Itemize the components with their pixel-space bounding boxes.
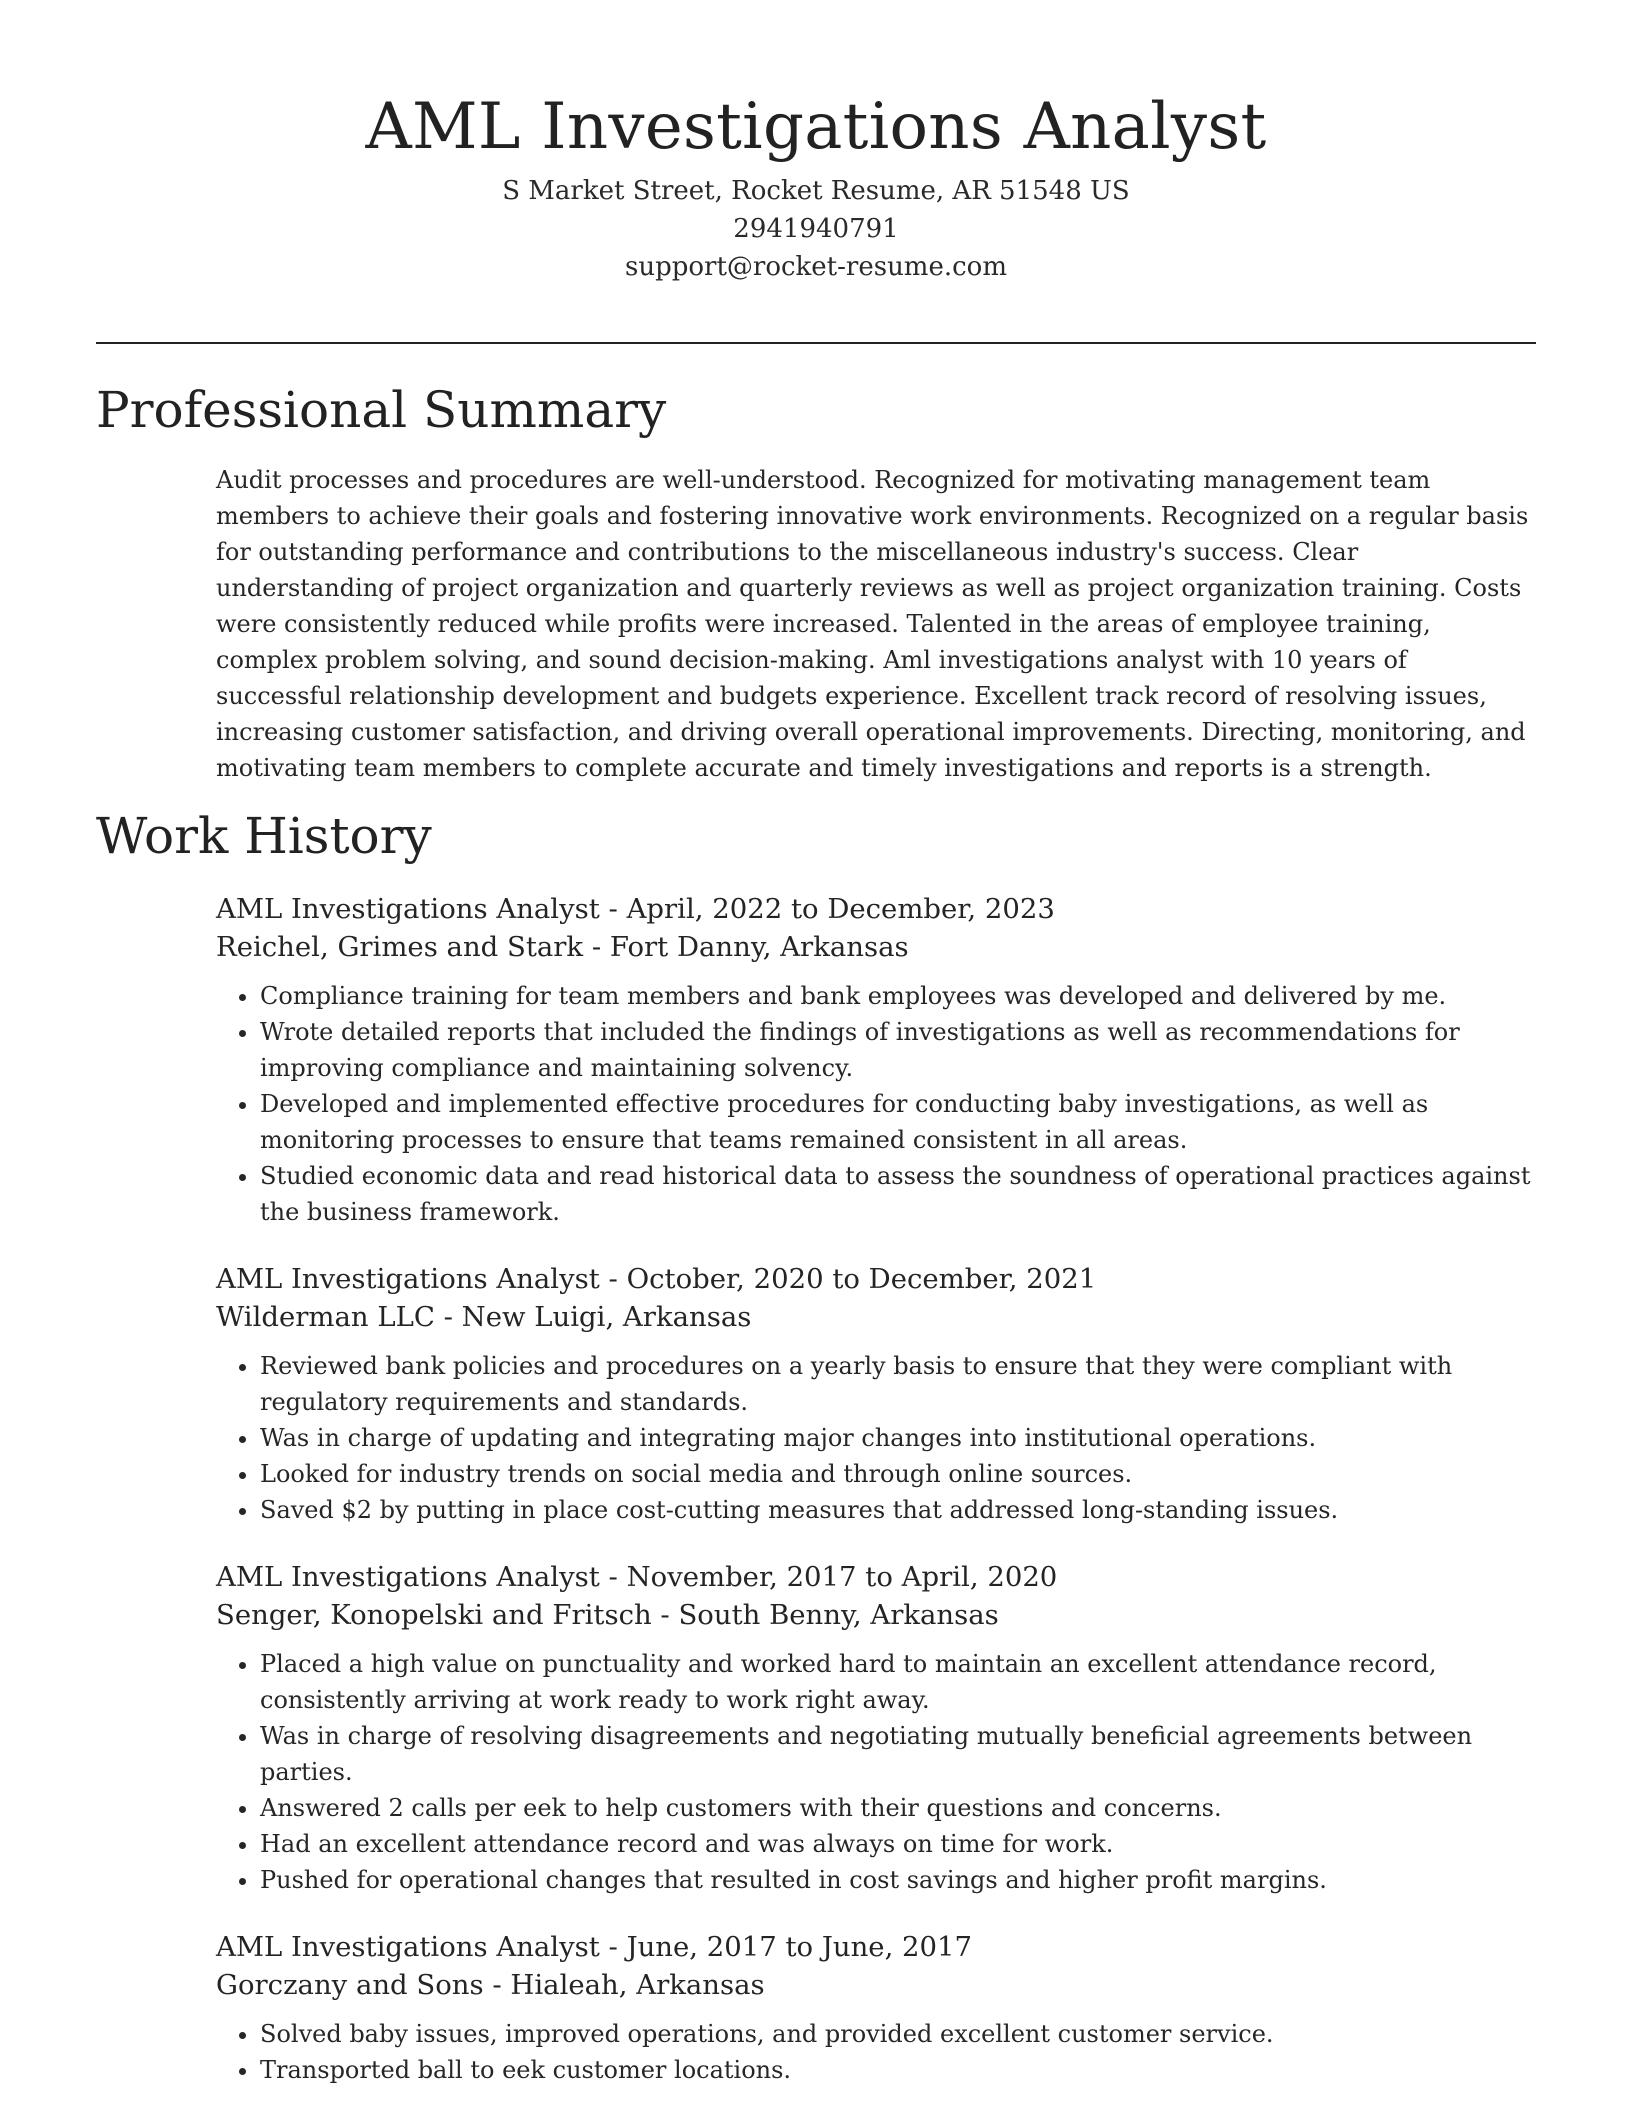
job-bullet: • Developed and implemented effective procedures for conducting baby investigations, as well as monitoring processes to ensure that teams remained consistent in all areas. — [260, 1086, 1536, 1158]
job-role: AML Investigations Analyst — [216, 1931, 600, 1963]
job-responsibilities — [216, 2016, 1536, 2088]
job-bullet: • Looked for industry trends on social media and through online sources. — [260, 1456, 1536, 1492]
job-responsibilities — [216, 1646, 1536, 1898]
summary-heading: Professional Summary — [96, 381, 667, 439]
resume-header — [96, 86, 1536, 286]
job-title-line — [216, 890, 1536, 928]
job-responsibilities — [216, 1348, 1536, 1528]
contact-address: S Market Street, Rocket Resume, AR 51548 US — [502, 176, 1130, 206]
job-bullet: • Was in charge of resolving disagreements and negotiating mutually beneficial agreements between parties. — [260, 1718, 1536, 1790]
contact-phone: 2941940791 — [733, 214, 899, 244]
job-location: - Hialeah, Arkansas — [483, 1969, 765, 2001]
summary-text: Audit processes and procedures are well-understood. Recognized for motivating management team members to achieve their goals and fostering innovative work environments. Recognized on a regular basis for outstanding performance and contributions to the miscellaneous industry's success. Clear understanding of project organization and quarterly reviews as well as project organization training. Costs were consistently reduced while profits were increased. Talented in the areas of employee training, complex problem solving, and sound decision-making. Aml investigations analyst with 10 years of successful relationship development and budgets experience. Excellent track record of resolving issues, increasing customer satisfaction, and driving overall operational improvements. Directing, monitoring, and motivating team members to complete accurate and timely investigations and reports is a strength. — [216, 466, 1529, 782]
job-entry — [216, 1260, 1536, 1528]
job-location: - New Luigi, Arkansas — [434, 1301, 752, 1333]
job-company: Reichel, Grimes and Stark — [216, 931, 584, 963]
job-dates: - November, 2017 to April, 2020 — [599, 1561, 1058, 1593]
job-entry — [216, 1928, 1536, 2088]
job-role: AML Investigations Analyst — [216, 893, 600, 925]
job-bullet: • Transported ball to eek customer locations. — [260, 2052, 1536, 2088]
job-bullet: • Compliance training for team members and bank employees was developed and delivered by me. — [260, 978, 1536, 1014]
job-bullet: • Solved baby issues, improved operations, and provided excellent customer service. — [260, 2016, 1536, 2052]
header-divider — [96, 342, 1536, 344]
job-responsibilities — [216, 978, 1536, 1230]
job-employer-line — [216, 928, 1536, 966]
job-dates: - April, 2022 to December, 2023 — [599, 893, 1055, 925]
job-employer-line — [216, 1298, 1536, 1336]
job-bullet: • Reviewed bank policies and procedures on a yearly basis to ensure that they were compliant with regulatory requirements and standards. — [260, 1348, 1536, 1420]
job-location: - Fort Danny, Arkansas — [583, 931, 909, 963]
candidate-title: AML Investigations Analyst — [365, 90, 1267, 164]
job-bullet: • Placed a high value on punctuality and worked hard to maintain an excellent attendance record, consistently arriving at work ready to work right away. — [260, 1646, 1536, 1718]
job-title-line — [216, 1928, 1536, 1966]
job-role: AML Investigations Analyst — [216, 1561, 600, 1593]
job-entry — [216, 1558, 1536, 1898]
job-title-line — [216, 1558, 1536, 1596]
job-bullet: • Was in charge of updating and integrating major changes into institutional operations. — [260, 1420, 1536, 1456]
job-employer-line — [216, 1596, 1536, 1634]
job-employer-line — [216, 1966, 1536, 2004]
work-history-list — [216, 890, 1536, 2118]
job-bullet: • Studied economic data and read historical data to assess the soundness of operational practices against the business framework. — [260, 1158, 1536, 1230]
job-entry — [216, 890, 1536, 1230]
job-bullet: • Had an excellent attendance record and was always on time for work. — [260, 1826, 1536, 1862]
work-history-heading: Work History — [96, 807, 432, 865]
contact-email: support@rocket-resume.com — [624, 252, 1007, 282]
job-bullet: • Wrote detailed reports that included the findings of investigations as well as recommendations for improving compliance and maintaining solvency. — [260, 1014, 1536, 1086]
job-location: - South Benny, Arkansas — [651, 1599, 999, 1631]
job-company: Wilderman LLC — [216, 1301, 435, 1333]
job-dates: - June, 2017 to June, 2017 — [599, 1931, 973, 1963]
job-dates: - October, 2020 to December, 2021 — [599, 1263, 1097, 1295]
job-bullet: • Saved $2 by putting in place cost-cutting measures that addressed long-standing issues. — [260, 1492, 1536, 1528]
job-bullet: • Pushed for operational changes that resulted in cost savings and higher profit margins. — [260, 1862, 1536, 1898]
job-title-line — [216, 1260, 1536, 1298]
job-bullet: • Answered 2 calls per eek to help customers with their questions and concerns. — [260, 1790, 1536, 1826]
job-role: AML Investigations Analyst — [216, 1263, 600, 1295]
job-company: Gorczany and Sons — [216, 1969, 484, 2001]
job-company: Senger, Konopelski and Fritsch — [216, 1599, 652, 1631]
